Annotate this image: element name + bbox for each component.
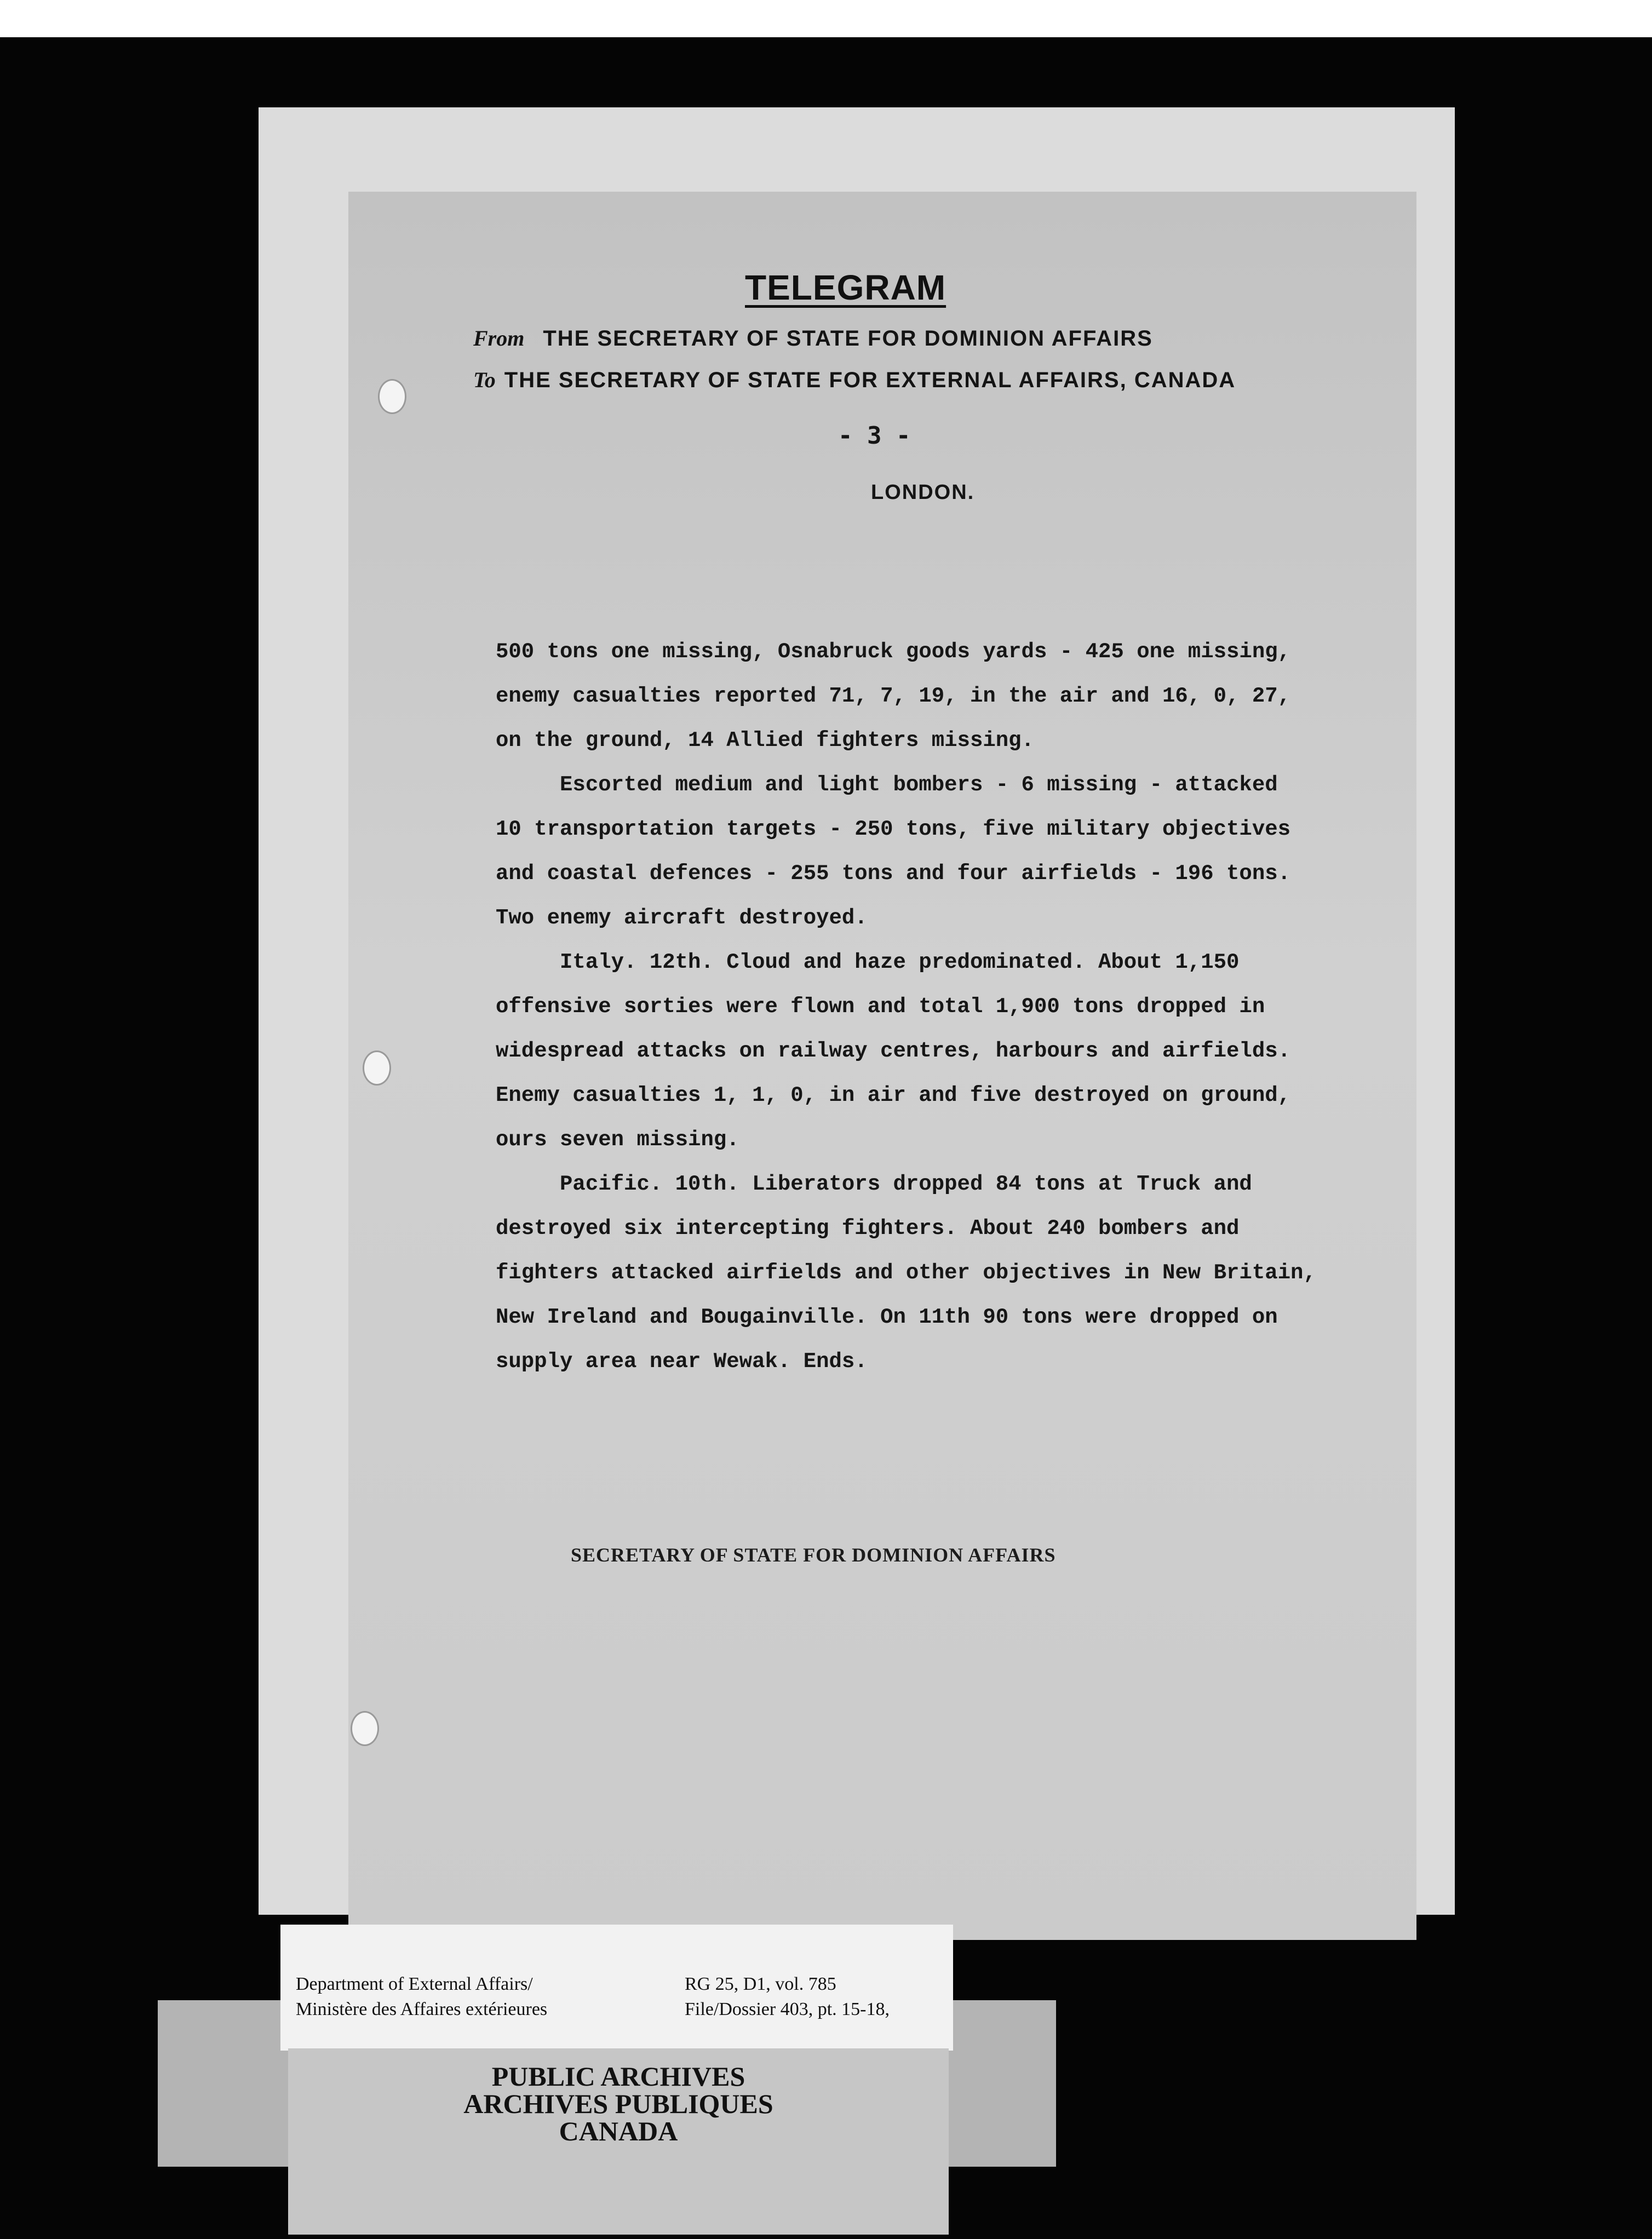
signature: SECRETARY OF STATE FOR DOMINION AFFAIRS — [571, 1544, 1056, 1566]
body-line: New Ireland and Bougainville. On 11th 90 tons were dropped on — [496, 1305, 1278, 1329]
from-line — [473, 325, 1153, 351]
telegram-body — [496, 630, 1350, 1384]
archives-stamp — [288, 2063, 949, 2145]
to-line — [473, 367, 1236, 393]
body-line: Pacific. 10th. Liberators dropped 84 tons at Truck and — [496, 1172, 1252, 1196]
department-label — [296, 1972, 547, 2022]
body-line: destroyed six intercepting fighters. About 240 bombers and — [496, 1216, 1240, 1241]
to-label: To — [473, 368, 496, 392]
body-line: widespread attacks on railway centres, harbours and airfields. — [496, 1039, 1291, 1063]
stamp-line: PUBLIC ARCHIVES — [491, 2061, 745, 2092]
department-en: Department of External Affairs/ — [296, 1974, 533, 1994]
stamp-line: CANADA — [559, 2116, 678, 2146]
reference-volume: RG 25, D1, vol. 785 — [685, 1974, 836, 1994]
body-line: Italy. 12th. Cloud and haze predominated. About 1,150 — [496, 950, 1240, 974]
body-line: offensive sorties were flown and total 1,900 tons dropped in — [496, 995, 1265, 1019]
body-line: 10 transportation targets - 250 tons, five military objectives — [496, 817, 1291, 841]
body-line: and coastal defences - 255 tons and four airfields - 196 tons. — [496, 862, 1291, 886]
body-line: on the ground, 14 Allied fighters missing. — [496, 728, 1034, 753]
city-name: LONDON. — [871, 481, 975, 504]
body-line: Two enemy aircraft destroyed. — [496, 906, 868, 930]
punch-hole — [363, 1050, 391, 1086]
reference-label — [685, 1972, 890, 2022]
punch-hole — [378, 379, 406, 414]
department-fr: Ministère des Affaires extérieures — [296, 1999, 548, 2019]
body-line: supply area near Wewak. Ends. — [496, 1350, 868, 1374]
body-line: Enemy casualties 1, 1, 0, in air and five destroyed on ground, — [496, 1083, 1291, 1107]
punch-hole — [351, 1711, 379, 1746]
body-line: Escorted medium and light bombers - 6 missing - attacked — [496, 773, 1278, 797]
body-line: enemy casualties reported 71, 7, 19, in the air and 16, 0, 27, — [496, 684, 1291, 708]
stamp-line: ARCHIVES PUBLIQUES — [463, 2088, 773, 2119]
body-line: fighters attacked airfields and other objectives in New Britain, — [496, 1261, 1316, 1285]
body-line: 500 tons one missing, Osnabruck goods yards - 425 one missing, — [496, 640, 1291, 664]
film-top-strip — [0, 0, 1652, 37]
to-value: THE SECRETARY OF STATE FOR EXTERNAL AFFAIRS, CANADA — [504, 368, 1236, 392]
body-line: ours seven missing. — [496, 1128, 739, 1152]
from-value: THE SECRETARY OF STATE FOR DOMINION AFFAIRS — [543, 326, 1153, 351]
telegram-title: TELEGRAM — [745, 268, 947, 307]
page-number: - 3 - — [838, 422, 911, 450]
from-label: From — [473, 326, 525, 351]
reference-file: File/Dossier 403, pt. 15-18, — [685, 1999, 890, 2019]
